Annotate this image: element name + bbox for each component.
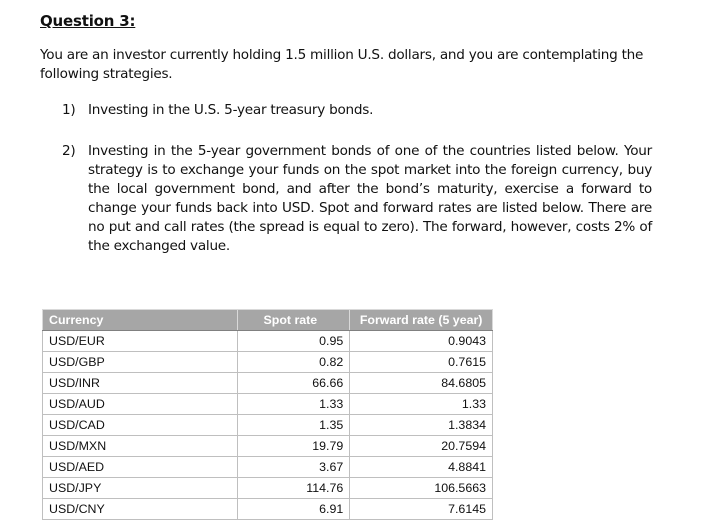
- table-row: [43, 373, 493, 394]
- currency-cell: USD/JPY: [43, 478, 238, 499]
- table-row: [43, 478, 493, 499]
- table-row: [43, 415, 493, 436]
- currency-cell: USD/AUD: [43, 394, 238, 415]
- strategy-number: 1): [62, 102, 76, 118]
- forward-rate-cell: 1.3834: [350, 415, 493, 436]
- column-header-forward-rate: Forward rate (5 year): [350, 310, 493, 331]
- table-row: [43, 352, 493, 373]
- spot-rate-cell: 114.76: [237, 478, 350, 499]
- currency-cell: USD/CNY: [43, 499, 238, 520]
- spot-rate-cell: 19.79: [237, 436, 350, 457]
- currency-cell: USD/EUR: [43, 331, 238, 352]
- spot-rate-cell: 0.82: [237, 352, 350, 373]
- column-header-currency: Currency: [43, 310, 238, 331]
- spot-rate-cell: 3.67: [237, 457, 350, 478]
- strategy-text: Investing in the U.S. 5-year treasury bonds.: [88, 102, 374, 118]
- strategy-number: 2): [62, 143, 76, 159]
- table-row: [43, 394, 493, 415]
- spot-rate-cell: 1.35: [237, 415, 350, 436]
- forward-rate-cell: 20.7594: [350, 436, 493, 457]
- forward-rate-cell: 106.5663: [350, 478, 493, 499]
- spot-rate-cell: 6.91: [237, 499, 350, 520]
- intro-paragraph: You are an investor currently holding 1.5 million U.S. dollars, and you are contemplating the following strategies.: [40, 47, 644, 82]
- table-header-row: [43, 310, 493, 331]
- table-row: [43, 499, 493, 520]
- table-row: [43, 457, 493, 478]
- spot-rate-cell: 66.66: [237, 373, 350, 394]
- forward-rate-cell: 1.33: [350, 394, 493, 415]
- spot-rate-cell: 0.95: [237, 331, 350, 352]
- currency-cell: USD/CAD: [43, 415, 238, 436]
- forward-rate-cell: 0.7615: [350, 352, 493, 373]
- exchange-rates-table: [42, 309, 493, 520]
- column-header-spot-rate: Spot rate: [237, 310, 350, 331]
- currency-cell: USD/AED: [43, 457, 238, 478]
- spot-rate-cell: 1.33: [237, 394, 350, 415]
- forward-rate-cell: 7.6145: [350, 499, 493, 520]
- currency-cell: USD/MXN: [43, 436, 238, 457]
- table-row: [43, 436, 493, 457]
- forward-rate-cell: 84.6805: [350, 373, 493, 394]
- strategy-item-2: [62, 142, 662, 262]
- question-title: Question 3:: [40, 12, 136, 30]
- strategy-item-1: [62, 101, 662, 121]
- currency-cell: USD/INR: [43, 373, 238, 394]
- forward-rate-cell: 4.8841: [350, 457, 493, 478]
- strategy-text: Investing in the 5-year government bonds of one of the countries listed below. Your strategy is to exchange your funds on the spot market into the foreign currency, buy the local government bond, and after the bond’s maturity, exercise a forward to change your funds back into USD. Spot and forward rates are listed below. There are no put and call rates (the spread is equal to zero). The forward, however, costs 2% of the exchanged value.: [88, 143, 652, 254]
- forward-rate-cell: 0.9043: [350, 331, 493, 352]
- currency-cell: USD/GBP: [43, 352, 238, 373]
- table-row: [43, 331, 493, 352]
